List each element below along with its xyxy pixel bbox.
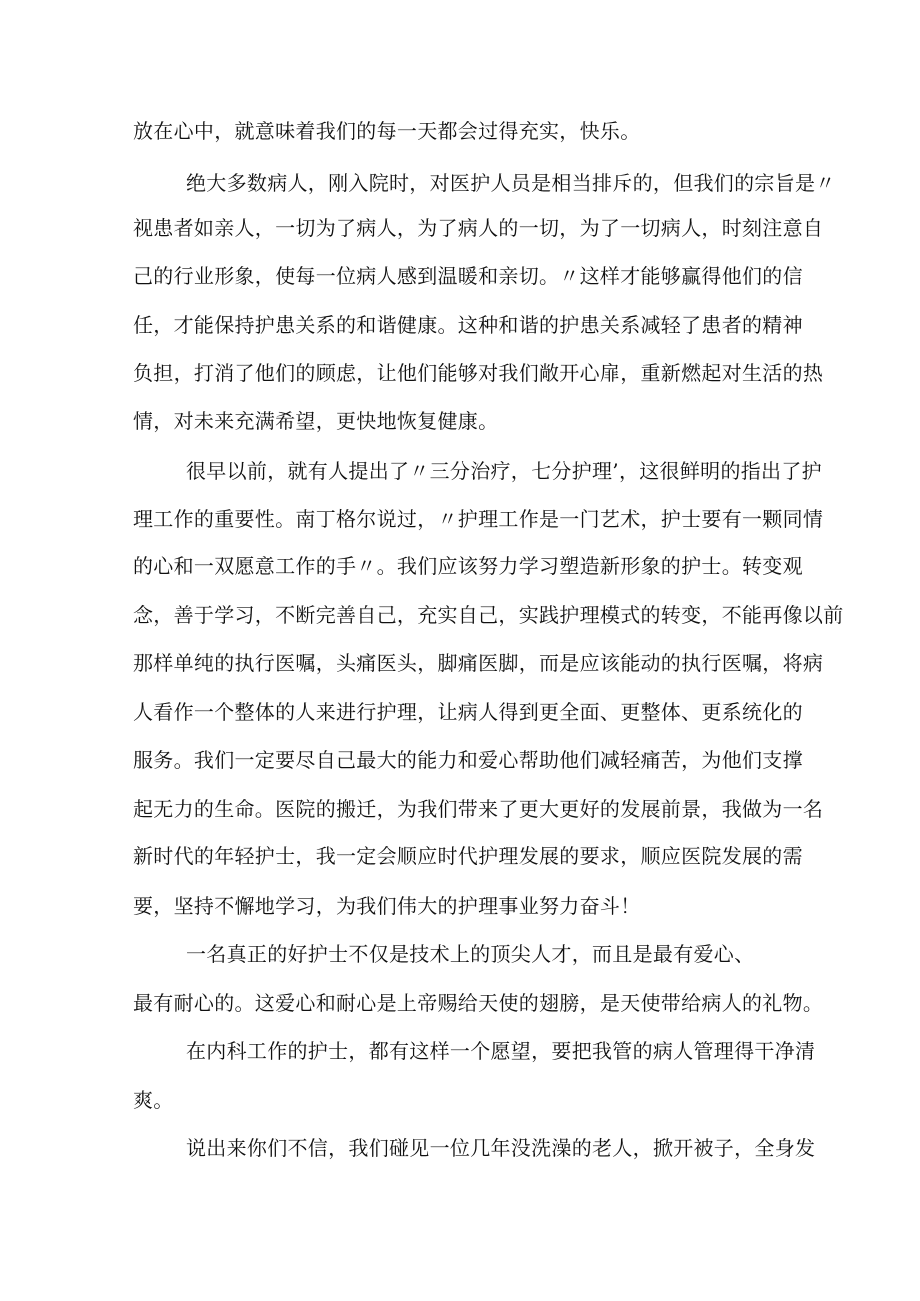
text-line: 己的行业形象，使每一位病人感到温暖和亲切。〃这样才能够赢得他们的信 <box>133 264 803 288</box>
text-line: 那样单纯的执行医嘱，头痛医头，脚痛医脚，而是应该能动的执行医嘱，将病 <box>133 651 824 675</box>
text-line: 新时代的年轻护士，我一定会顺应时代护理发展的要求，顺应医院发展的需 <box>133 844 803 868</box>
text-line: 念，善于学习，不断完善自己，充实自己，实践护理模式的转变，不能再像以前 <box>133 603 844 627</box>
text-line: 的心和一双愿意工作的手〃。我们应该努力学习塑造新形象的护士。转变观 <box>133 554 803 578</box>
text-line: 最有耐心的。这爱心和耐心是上帝赐给天使的翅膀，是天使带给病人的礼物。 <box>133 991 824 1015</box>
text-line: 理工作的重要性。南丁格尔说过，〃护理工作是一门艺术，护士要有一颗同情 <box>133 507 824 531</box>
text-line: 要，坚持不懈地学习，为我们伟大的护理事业努力奋斗！ <box>133 894 641 918</box>
text-line: 说出来你们不信，我们碰见一位几年没洗澡的老人，掀开被子，全身发 <box>186 1136 816 1160</box>
text-line: 一名真正的好护士不仅是技术上的顶尖人才，而且是最有爱心、 <box>186 942 755 966</box>
text-line: 负担，打消了他们的顾虑，让他们能够对我们敞开心扉，重新燃起对生活的热 <box>133 361 824 385</box>
text-line: 起无力的生命。医院的搬迁，为我们带来了更大更好的发展前景，我做为一名 <box>133 797 824 821</box>
text-line: 视患者如亲人，一切为了病人，为了病人的一切，为了一切病人，时刻注意自 <box>133 216 824 240</box>
text-line: 放在心中，就意味着我们的每一天都会过得充实，快乐。 <box>133 119 641 143</box>
text-line: 任，才能保持护患关系的和谐健康。这种和谐的护患关系减轻了患者的精神 <box>133 313 803 337</box>
text-line: 人看作一个整体的人来进行护理，让病人得到更全面、更整体、更系统化的 <box>133 700 803 724</box>
text-line: 爽。 <box>133 1088 174 1112</box>
text-line: 在内科工作的护士，都有这样一个愿望，要把我管的病人管理得干净清 <box>186 1039 816 1063</box>
text-line: 情，对未来充满希望，更快地恢复健康。 <box>133 409 499 433</box>
text-line: 很早以前，就有人提出了〃三分治疗，七分护理’，这很鲜明的指出了护 <box>186 459 822 483</box>
text-line: 绝大多数病人，刚入院时，对医护人员是相当排斥的，但我们的宗旨是〃 <box>186 171 836 195</box>
text-line: 服务。我们一定要尽自己最大的能力和爱心帮助他们减轻痛苦，为他们支撑 <box>133 748 803 772</box>
